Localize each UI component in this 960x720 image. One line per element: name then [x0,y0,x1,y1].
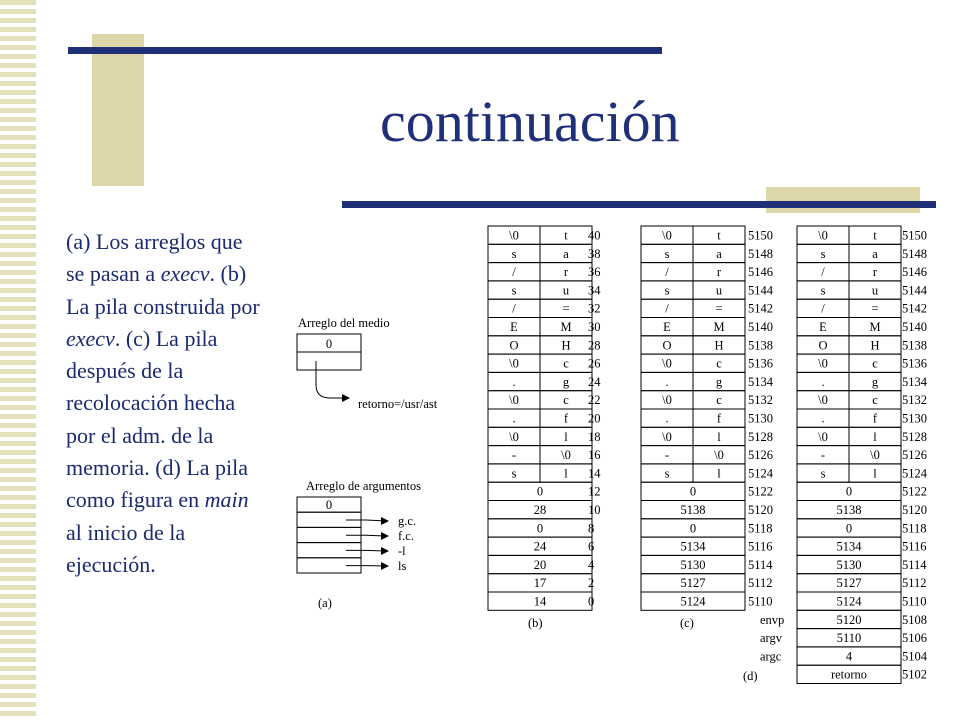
caption-segment: execv [66,325,115,351]
args-target-string: f.c. [398,529,414,543]
stack-b-char: r [563,265,569,280]
stack-b-char: \0 [509,356,519,371]
stack-b-value: 0 [536,484,544,499]
stack-c-address: 5132 [748,393,773,408]
stack-b-char: c [563,393,569,408]
stack-c-char: l [717,429,721,444]
stack-c-address: 5142 [748,301,773,316]
stack-b-address: 4 [588,557,595,572]
stack-c-value: 0 [689,484,697,499]
stack-d-char: . [821,411,825,426]
stack-d-char: H [870,338,880,353]
stack-b-address: 0 [588,594,595,609]
stack-b-address: 26 [588,356,601,371]
stack-b-char: s [511,283,517,298]
stack-b-address: 2 [588,576,595,591]
medio-pointer-arrow [342,394,350,402]
stack-b-address: 6 [588,539,595,554]
stack-c-address: 5126 [748,448,773,463]
stack-b-char: E [510,320,518,334]
args-array-value: 0 [325,498,333,512]
stack-b-char: \0 [509,429,519,444]
stack-c-char: \0 [662,228,672,243]
stack-c-char: O [662,338,672,353]
stack-c-char: f [716,411,722,426]
stack-b-char: u [562,283,570,298]
stack-d-address: 5144 [902,283,927,298]
stack-c-address: 5114 [748,557,773,572]
stack-b-address: 36 [588,265,601,280]
stack-d-char: s [820,283,826,298]
stack-d-address: 5118 [902,521,927,536]
stack-b-char: \0 [509,393,519,408]
args-target-string: g.c. [398,514,417,528]
stack-d-address: 5140 [902,320,927,334]
stack-c-char: c [716,356,722,371]
stack-b-char: . [512,374,516,389]
stack-d-char: l [873,429,877,444]
stack-d-address: 5136 [902,356,927,371]
stack-b-char: f [563,411,569,426]
stack-c-char: / [665,265,669,280]
medio-target-string: retorno=/usr/ast [358,397,438,411]
stack-c-address: 5136 [748,356,773,371]
stack-d-address: 5106 [902,631,927,646]
stack-d-value: 4 [845,649,853,664]
args-pointer-arrow [381,532,389,540]
stack-d-address: 5116 [902,539,927,554]
stack-c-address: 5130 [748,411,773,426]
stack-b-char: \0 [509,228,519,243]
stack-d-address: 5134 [902,374,927,389]
stack-c-address: 5138 [748,338,773,353]
stack-c-char: s [664,246,670,261]
stack-d-address: 5146 [902,265,927,280]
stack-b-char: . [512,411,516,426]
stack-d-value: 0 [845,521,853,536]
label-stack-b: (b) [528,616,543,630]
stack-b-value: 24 [533,539,547,554]
stack-d-address: 5122 [902,484,927,499]
stack-d-address: 5102 [902,667,927,682]
stack-d-address: 5110 [902,594,927,609]
stack-d-char: \0 [870,448,880,463]
stack-d-char: t [873,228,877,243]
caption-segment: . (c) La pila después de la recolocación hecha por el adm. de la memoria. (d) La pila como figura en [66,325,249,513]
caption-segment: al inicio de la ejecución. [66,519,186,577]
medio-array-title: Arreglo del medio [298,316,390,330]
stack-b-value: 28 [533,503,547,517]
args-pointer-arrow [381,547,389,555]
stack-b-char: s [511,466,517,481]
args-pointer-arrow [381,517,389,525]
stack-c-address: 5116 [748,539,773,554]
stack-c-address: 5124 [748,466,773,481]
stack-c-char: r [716,265,722,280]
stack-c-char: = [715,301,723,316]
stack-d-char: a [872,246,878,261]
caption-segment: execv [160,261,210,287]
stack-b-address: 32 [588,301,601,316]
stack-c-value: 5134 [680,539,706,554]
stack-c-char: - [664,448,670,463]
stack-c-char: . [665,374,669,389]
stack-b-value: 20 [533,557,547,572]
slide-title: continuación [380,89,680,154]
stack-b-char: / [512,301,516,316]
stack-d-char: l [873,466,877,481]
stack-c-char: s [664,466,670,481]
stack-c-address: 5140 [748,320,773,334]
stack-c-value: 5138 [680,503,706,517]
stack-c-char: u [715,283,723,298]
stack-b-address: 8 [588,521,595,536]
stack-d-address: 5120 [902,503,927,517]
caption-segment: main [204,487,249,513]
args-target-string: -l [398,544,406,558]
stack-c-char: M [713,320,725,334]
stack-d-address: 5126 [902,448,927,463]
stack-c-char: . [665,411,669,426]
label-stack-c: (c) [680,616,694,630]
stack-b-address: 16 [588,448,601,463]
stack-b-address: 38 [588,246,601,261]
stack-d-address: 5108 [902,612,927,627]
medio-pointer-line [316,361,348,398]
stack-d-value: 5127 [836,576,862,591]
stack-b-address: 24 [588,374,601,389]
stack-b-char: s [511,246,517,261]
stack-d-value: 5120 [836,612,862,627]
stack-c-address: 5118 [748,521,773,536]
stack-b-char: l [564,466,568,481]
args-pointer-line [346,535,386,536]
stack-d-address: 5104 [902,649,927,664]
args-pointer-line [346,520,386,521]
stack-b-char: M [560,320,572,334]
stack-d-char: E [819,320,827,334]
stack-b-address: 28 [588,338,601,353]
stack-d-address: 5138 [902,338,927,353]
stack-d-address: 5130 [902,411,927,426]
stack-d-char: s [820,466,826,481]
stack-c-address: 5110 [748,594,773,609]
args-pointer-arrow [381,562,389,570]
stack-d-value: 5124 [836,594,862,609]
stack-d-char: / [821,301,825,316]
stack-d-address: 5128 [902,429,927,444]
stack-c-char: g [715,374,723,389]
stack-d-address: 5114 [902,557,927,572]
stack-c-address: 5146 [748,265,773,280]
stack-d-char: - [820,448,826,463]
stack-c-address: 5122 [748,484,773,499]
stack-c-address: 5144 [748,283,773,298]
stack-d-address: 5148 [902,246,927,261]
stack-b-address: 18 [588,429,601,444]
stack-d-char: \0 [818,393,828,408]
label-stack-d: (d) [743,669,758,683]
stack-d-char: \0 [818,356,828,371]
stack-b-value: 17 [533,576,547,591]
stack-b-char: \0 [561,448,571,463]
stack-c-char: \0 [662,393,672,408]
stack-d-char: c [872,356,878,371]
stack-d-char: g [871,374,879,389]
medio-array-value: 0 [325,337,333,351]
stack-b-address: 30 [588,320,601,334]
stack-c-char: H [714,338,724,353]
stack-c-char: s [664,283,670,298]
stack-b-address: 10 [588,503,601,517]
stack-d-char: O [818,338,828,353]
stack-b-address: 40 [588,228,601,243]
stack-b-char: g [562,374,570,389]
stack-c-value: 5130 [680,557,706,572]
stack-c-char: a [716,246,722,261]
stack-c-address: 5134 [748,374,773,389]
stack-d-value: 5138 [836,503,862,517]
stack-c-address: 5128 [748,429,773,444]
stack-c-char: \0 [662,429,672,444]
stack-d-address: 5112 [902,576,927,591]
stack-b-char: l [564,429,568,444]
stack-c-char: l [717,466,721,481]
stack-d-value: 0 [845,484,853,499]
stack-b-char: - [511,448,517,463]
stack-d-char: r [872,265,878,280]
args-pointer-line [346,550,386,551]
stack-c-char: \0 [714,448,724,463]
stack-b-char: / [512,265,516,280]
stack-d-char: c [872,393,878,408]
stack-d-side-label: envp [760,612,785,627]
stack-d-char: M [869,320,881,334]
stack-b-char: c [563,356,569,371]
stack-c-char: / [665,301,669,316]
stack-c-address: 5150 [748,228,773,243]
stack-b-char: O [509,338,519,353]
stack-d-value: 5130 [836,557,862,572]
stack-b-address: 20 [588,411,601,426]
stack-c-char: t [717,228,721,243]
stack-d-address: 5124 [902,466,927,481]
stack-b-address: 34 [588,283,601,298]
stack-d-address: 5132 [902,393,927,408]
stack-b-char: a [563,246,569,261]
stack-d-side-label: argv [760,631,782,646]
stack-c-char: E [663,320,671,334]
args-target-string: ls [398,559,407,573]
stack-d-char: s [820,246,826,261]
stack-d-char: f [872,411,878,426]
stack-d-value: 5134 [836,539,862,554]
stack-c-value: 0 [689,521,697,536]
caption-segment: . (b) La pila construida por [66,261,260,319]
stack-d-value: 5110 [836,631,862,646]
stack-d-char: \0 [818,228,828,243]
label-a: (a) [318,596,332,610]
stack-d-char: u [871,283,879,298]
stack-b-value: 0 [536,521,544,536]
stack-d-address: 5150 [902,228,927,243]
stack-b-char: = [562,301,570,316]
stack-b-address: 12 [588,484,601,499]
stack-b-address: 14 [588,466,601,481]
args-array-title: Arreglo de argumentos [306,479,422,493]
stack-c-char: \0 [662,356,672,371]
stack-c-char: c [716,393,722,408]
stack-d-value: retorno [830,667,868,682]
medio-array-cell [297,352,361,370]
stack-d-char: = [871,301,879,316]
stack-c-address: 5120 [748,503,773,517]
stack-c-value: 5127 [680,576,706,591]
stack-b-address: 22 [588,393,601,408]
stack-d-char: . [821,374,825,389]
stack-d-char: / [821,265,825,280]
stack-b-char: H [561,338,571,353]
stack-d-address: 5142 [902,301,927,316]
stack-c-address: 5148 [748,246,773,261]
caption-segment: (a) Los arreglos que se pasan a [66,229,243,287]
stack-b-char: t [564,228,568,243]
stack-d-char: \0 [818,429,828,444]
stack-c-address: 5112 [748,576,773,591]
stack-c-value: 5124 [680,594,706,609]
stack-d-side-label: argc [760,649,782,664]
stack-b-value: 14 [533,594,547,609]
